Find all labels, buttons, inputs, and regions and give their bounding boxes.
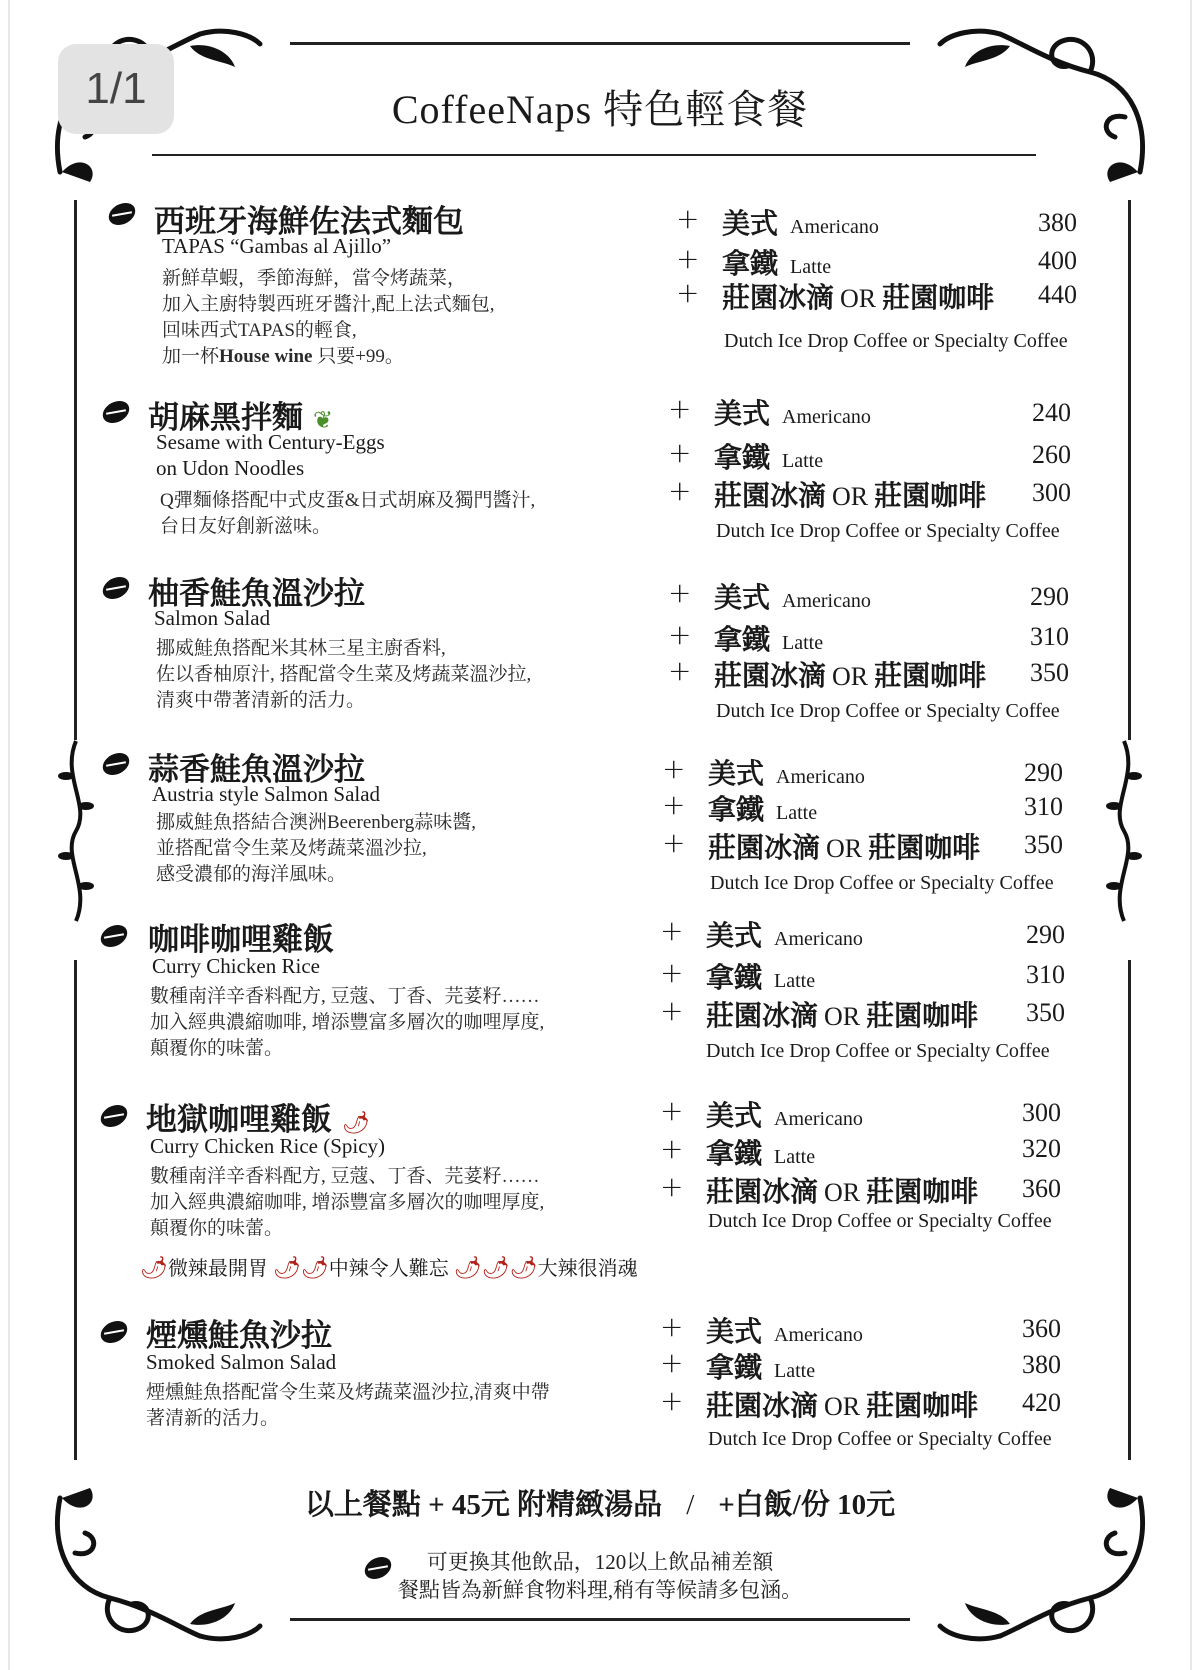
price: 400 [1038, 246, 1077, 275]
dish-english-name: Sesame with Century-Eggs [156, 430, 385, 454]
chili-pepper-icon: 🌶🌶 [272, 1255, 329, 1280]
broccoli-icon: ❦ [313, 408, 334, 434]
price: 290 [1026, 920, 1065, 949]
title-divider [152, 154, 1036, 156]
soup-add-on: 以上餐點 + 45元 附精緻湯品 [304, 1489, 663, 1521]
spice-level-mild: 微辣最開胃 [167, 1258, 268, 1280]
price: 380 [1022, 1350, 1061, 1379]
right-border-line [1128, 960, 1131, 1460]
chili-pepper-icon: 🌶🌶🌶 [453, 1255, 538, 1280]
dish-description: 煙燻鮭魚搭配當令生菜及烤蔬菜溫沙拉,清爽中帶 著清新的活力。 [146, 1382, 550, 1429]
dish-description: 數種南洋辛香料配方, 豆蔻、丁香、芫荽籽…… 加入經典濃縮咖啡, 增添豐富多層次的咖哩厚度, 顛覆你的味蕾。 [150, 986, 545, 1059]
dish-english-name: TAPAS “Gambas al Ajillo” [162, 234, 392, 258]
page-indicator-badge[interactable]: 1/1 [58, 44, 174, 134]
price: 350 [1030, 658, 1069, 687]
menu-title: CoffeeNaps 特色輕食餐 [391, 87, 809, 132]
dish-english-name: Salmon Salad [154, 606, 271, 630]
rice-add-on: +白飯/份 10元 [718, 1489, 896, 1521]
price: 310 [1026, 960, 1065, 989]
dish-name: 西班牙海鮮佐法式麵包 [154, 204, 464, 239]
price: 420 [1022, 1388, 1061, 1417]
price: 360 [1022, 1174, 1061, 1203]
price: 300 [1032, 478, 1071, 507]
chili-pepper-icon: 🌶 [342, 1110, 370, 1135]
price: 290 [1030, 582, 1069, 611]
price: 310 [1030, 622, 1069, 651]
right-border-line [1128, 200, 1131, 740]
dish-english-name: Austria style Salmon Salad [152, 782, 381, 806]
drink-option-note: Dutch Ice Drop Coffee or Specialty Coffee [724, 330, 1068, 352]
price: 260 [1032, 440, 1071, 469]
drink-option-note: Dutch Ice Drop Coffee or Specialty Coffee [706, 1040, 1050, 1062]
dish-english-name-line2: on Udon Noodles [156, 456, 305, 480]
price: 300 [1022, 1098, 1061, 1127]
dish-name: 地獄咖哩雞飯 🌶 [146, 1102, 370, 1137]
chili-pepper-icon: 🌶 [140, 1255, 168, 1280]
drink-option-note: Dutch Ice Drop Coffee or Specialty Coffee [708, 1428, 1052, 1450]
bottom-divider [290, 1618, 910, 1621]
drink-option-note: Dutch Ice Drop Coffee or Specialty Coffee [710, 872, 1054, 894]
side-vine-icon [1104, 736, 1144, 926]
price: 290 [1024, 758, 1063, 787]
dish-name: 柚香鮭魚溫沙拉 [148, 576, 365, 611]
top-divider [290, 42, 910, 45]
left-border-line [74, 200, 77, 740]
dish-name: 胡麻黑拌麵 ❦ [148, 400, 334, 435]
dish-english-name: Smoked Salmon Salad [146, 1350, 337, 1374]
dish-description: 新鮮草蝦，季節海鮮，當令烤蔬菜， 加入主廚特製西班牙醬汁,配上法式麵包, 回味西式TAPAS的輕食, 加一杯House wine 只要+99。 [162, 268, 495, 367]
spice-level-legend [140, 1252, 638, 1281]
dish-description: 挪威鮭魚搭結合澳洲Beerenberg蒜味醬, 並搭配當令生菜及烤蔬菜溫沙拉, 感受濃郁的海洋風味。 [156, 812, 476, 885]
price: 350 [1026, 998, 1065, 1027]
dish-english-name: Curry Chicken Rice [152, 954, 320, 978]
price: 350 [1024, 830, 1063, 859]
wait-time-note: 餐點皆為新鮮食物料理,稍有等候請多包涵。 [397, 1578, 803, 1602]
drink-option-note: Dutch Ice Drop Coffee or Specialty Coffee [708, 1210, 1052, 1232]
dish-description: 數種南洋辛香料配方, 豆蔻、丁香、芫荽籽…… 加入經典濃縮咖啡, 增添豐富多層次的咖哩厚度, 顛覆你的味蕾。 [150, 1166, 545, 1239]
dish-english-name: Curry Chicken Rice (Spicy) [150, 1134, 386, 1158]
price: 380 [1038, 208, 1077, 237]
dish-name: 咖啡咖哩雞飯 [148, 922, 334, 957]
price: 360 [1022, 1314, 1061, 1343]
add-on-line: 以上餐點 + 45元 附精緻湯品 / +白飯/份 10元 [304, 1489, 896, 1521]
dish-description: 挪威鮭魚搭配米其林三星主廚香料, 佐以香柚原汁, 搭配當令生菜及烤蔬菜溫沙拉, 清爽中帶著清新的活力。 [156, 638, 532, 711]
dish-name: 煙燻鮭魚沙拉 [146, 1318, 332, 1353]
spice-level-medium: 中辣令人難忘 [328, 1258, 449, 1280]
side-vine-icon [56, 736, 96, 926]
spice-level-hot: 大辣很消魂 [537, 1258, 638, 1280]
price: 320 [1022, 1134, 1061, 1163]
house-wine-label: House wine [219, 346, 313, 367]
dish-name: 蒜香鮭魚溫沙拉 [148, 752, 365, 787]
dish-description: Q彈麵條搭配中式皮蛋&日式胡麻及獨門醬汁, 台日友好創新滋味。 [160, 490, 536, 537]
drink-option-note: Dutch Ice Drop Coffee or Specialty Coffee [716, 700, 1060, 722]
drink-substitution-note: 可更換其他飲品，120以上飲品補差額 [426, 1550, 774, 1574]
price: 240 [1032, 398, 1071, 427]
drink-option-note: Dutch Ice Drop Coffee or Specialty Coffee [716, 520, 1060, 542]
price: 310 [1024, 792, 1063, 821]
left-border-line [74, 960, 77, 1460]
price: 440 [1038, 280, 1077, 309]
